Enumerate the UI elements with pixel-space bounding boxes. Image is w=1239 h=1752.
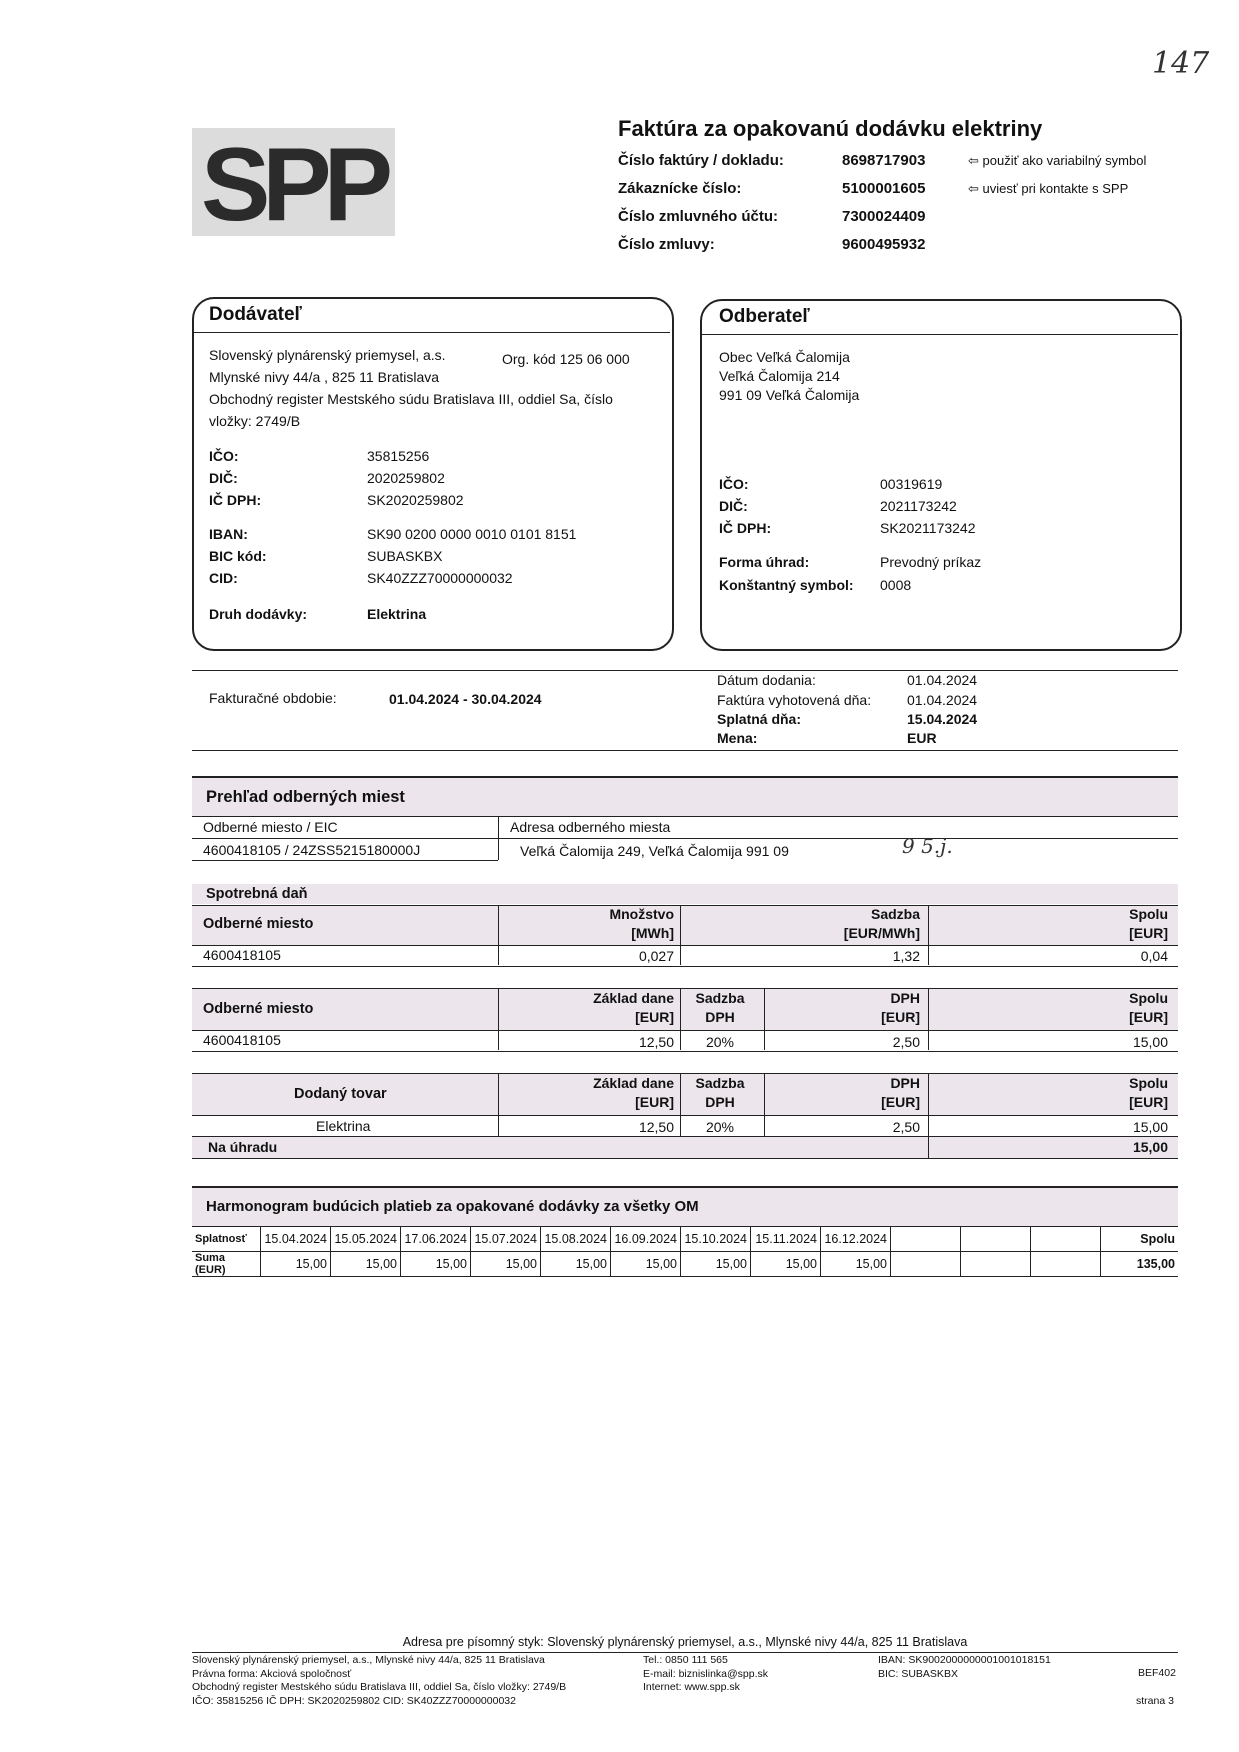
vat-col-base-1: Základ dane [593,990,674,1006]
payment-schedule-table [192,1226,1178,1277]
supplier-register-2: vložky: 2749/B [209,413,301,429]
due-label: Splatná dňa: [717,711,802,727]
schedule-amount: 15,00 [821,1252,891,1277]
goods-col-base-1: Základ dane [593,1075,674,1091]
schedule-amount: 15,00 [681,1252,751,1277]
goods-rate: 20% [705,1119,735,1135]
vat-vline-3 [764,988,765,1050]
footer-ids: IČO: 35815256 IČ DPH: SK2020259802 CID: SK40ZZZ70000000032 [192,1694,516,1707]
footer-page-number: strana 3 [1136,1695,1174,1707]
supplier-delivery: Elektrina [367,606,427,622]
excise-col-total-2: [EUR] [1129,925,1168,941]
excise-col-rate-1: Sadzba [870,906,920,922]
customer-title: Odberateľ [719,306,810,327]
customer-name: Obec Veľká Čalomija [719,349,850,365]
excise-point: 4600418105 [203,947,281,963]
period-value: 01.04.2024 - 30.04.2024 [389,691,542,707]
schedule-empty-cell [891,1227,961,1252]
supplier-ico-label: IČO: [209,448,239,464]
delivery-date-label: Dátum dodania: [717,672,816,688]
excise-line-3 [192,966,1178,967]
schedule-empty-cell [1031,1227,1101,1252]
schedule-amount: 15,00 [471,1252,541,1277]
footer-doc-code: BEF402 [1138,1667,1176,1679]
excise-vline-3 [928,905,929,965]
vat-total: 15,00 [1132,1034,1168,1050]
goods-vline-3 [764,1073,765,1136]
points-line-3 [192,860,498,861]
vat-col-rate-2: DPH [705,1009,735,1025]
customer-payment: Prevodný príkaz [880,554,982,570]
vat-point: 4600418105 [203,1032,281,1048]
due-total-vline [928,1136,929,1158]
schedule-amount: 15,00 [611,1252,681,1277]
footer-contact-block [643,1654,768,1695]
points-title: Prehľad odberných miest [206,788,405,806]
due-date: 15.04.2024 [907,711,978,727]
goods-item: Elektrina [316,1118,371,1134]
vat-vline-4 [928,988,929,1050]
currency: EUR [907,730,937,746]
excise-col-point: Odberné miesto [203,916,314,932]
spp-logo [192,128,395,236]
points-eic: 4600418105 / 24ZSS5215180000J [203,842,421,858]
footer-company-block [192,1654,566,1708]
schedule-date: 15.11.2024 [751,1227,821,1252]
customer-street: Veľká Čalomija 214 [719,368,840,384]
excise-title: Spotrebná daň [206,886,308,902]
contract-number-value: 9600495932 [842,236,926,253]
schedule-amounts-row [192,1252,1178,1277]
vat-amount: 2,50 [892,1034,920,1050]
handwritten-page-mark: 147 [1152,46,1210,81]
supplier-address: Mlynské nivy 44/a , 825 11 Bratislava [209,369,440,385]
schedule-date: 17.06.2024 [401,1227,471,1252]
points-col-address: Adresa odberného miesta [510,819,671,835]
schedule-empty-cell [961,1227,1031,1252]
schedule-date: 15.04.2024 [261,1227,331,1252]
excise-col-qty-1: Množstvo [609,906,674,922]
footer-line [192,1652,1178,1653]
period-label: Fakturačné obdobie: [209,690,337,706]
vat-rate: 20% [705,1034,735,1050]
excise-rate: 1,32 [892,948,920,964]
supplier-ico: 35815256 [367,448,430,464]
customer-dic-label: DIČ: [719,498,748,514]
excise-col-total-1: Spolu [1129,906,1168,922]
goods-total: 15,00 [1132,1119,1168,1135]
schedule-dates-row [192,1227,1178,1252]
goods-base: 12,50 [638,1119,674,1135]
schedule-date: 15.07.2024 [471,1227,541,1252]
goods-col-rate-1: Sadzba [695,1075,745,1091]
vat-line-3 [192,1051,1178,1052]
customer-payment-label: Forma úhrad: [719,554,810,570]
supplier-cid-label: CID: [209,570,238,586]
customer-number-value: 5100001605 [842,180,926,197]
schedule-row-label-amount: Suma (EUR) [192,1252,261,1277]
issued-label: Faktúra vyhotovená dňa: [717,692,872,708]
excise-col-rate-2: [EUR/MWh] [843,925,920,941]
schedule-total-value: 135,00 [1101,1252,1179,1277]
customer-ico: 00319619 [880,476,943,492]
goods-col-item: Dodaný tovar [294,1086,387,1102]
supplier-dic: 2020259802 [367,470,445,486]
schedule-empty-cell [1031,1252,1101,1277]
footer-web[interactable]: Internet: www.spp.sk [643,1681,740,1693]
footer-register: Obchodný register Mestského súdu Bratislava III, oddiel Sa, číslo vložky: 2749/B [192,1681,567,1693]
schedule-date: 16.09.2024 [611,1227,681,1252]
handwritten-ref-mark: 9 5.j. [902,834,953,858]
delivery-date: 01.04.2024 [907,672,978,688]
issued-date: 01.04.2024 [907,692,978,708]
supplier-org-code: Org. kód 125 06 000 [502,351,630,367]
vat-col-base-2: [EUR] [635,1009,674,1025]
goods-col-rate-2: DPH [705,1094,735,1110]
customer-city: 991 09 Veľká Čalomija [719,387,860,403]
goods-line-2 [192,1115,1178,1116]
invoice-title: Faktúra za opakovanú dodávku elektriny [618,116,1043,141]
footer-legal-form: Právna forma: Akciová spoločnosť [192,1667,352,1680]
supplier-cid: SK40ZZZ70000000032 [367,570,513,586]
schedule-date: 15.08.2024 [541,1227,611,1252]
footer-phone: Tel.: 0850 111 565 [643,1654,728,1666]
goods-col-vat-1: DPH [890,1075,920,1091]
vat-col-total-1: Spolu [1129,990,1168,1006]
schedule-amount: 15,00 [331,1252,401,1277]
customer-const-label: Konštantný symbol: [719,577,854,593]
schedule-total-label: Spolu [1101,1227,1179,1252]
currency-label: Mena: [717,730,758,746]
footer-correspondence-address: Adresa pre písomný styk: Slovenský plynárenský priemysel, a.s., Mlynské nivy 44/a, 825 11 Bratislava [402,1635,968,1649]
schedule-title: Harmonogram budúcich platieb za opakované dodávky za všetky OM [206,1198,699,1215]
schedule-date: 16.12.2024 [821,1227,891,1252]
schedule-empty-cell [891,1252,961,1277]
supplier-register-1: Obchodný register Mestského súdu Bratislava III, oddiel Sa, číslo [209,391,613,407]
excise-line-2 [192,945,1178,946]
goods-col-total-1: Spolu [1129,1075,1168,1091]
supplier-icdph-label: IČ DPH: [209,492,262,508]
customer-dic: 2021173242 [880,498,957,514]
schedule-row-label-due: Splatnosť [192,1227,261,1252]
supplier-icdph: SK2020259802 [367,492,464,508]
spp-logo-text: SPP [200,128,386,236]
customer-icdph-label: IČ DPH: [719,520,772,536]
excise-vline-2 [680,905,681,965]
period-bottom-line [192,750,1178,751]
goods-vline-2 [680,1073,681,1136]
footer-bank-block [878,1654,1051,1681]
footer-email[interactable]: E-mail: biznislinka@spp.sk [643,1667,769,1680]
goods-col-base-2: [EUR] [635,1094,674,1110]
footer-company-line: Slovenský plynárenský priemysel, a.s., Mlynské nivy 44/a, 825 11 Bratislava [192,1654,545,1666]
vat-col-rate-1: Sadzba [695,990,745,1006]
goods-col-total-2: [EUR] [1129,1094,1168,1110]
due-total-label: Na úhradu [208,1139,278,1155]
points-col-eic: Odberné miesto / EIC [203,819,338,835]
vat-col-vat-2: [EUR] [881,1009,920,1025]
excise-title-band [192,884,1178,904]
schedule-date: 15.05.2024 [331,1227,401,1252]
vat-col-point: Odberné miesto [203,1001,314,1017]
supplier-title: Dodávateľ [209,304,302,325]
supplier-dic-label: DIČ: [209,470,238,486]
points-col-divider [498,816,499,860]
vat-col-total-2: [EUR] [1129,1009,1168,1025]
supplier-iban-label: IBAN: [209,526,248,542]
customer-number-note: ⇦ uviesť pri kontakte s SPP [968,181,1129,196]
goods-vat: 2,50 [892,1119,920,1135]
points-line-2 [192,838,1178,839]
invoice-number-note: ⇦ použiť ako variabilný symbol [968,153,1147,168]
schedule-amount: 15,00 [261,1252,331,1277]
schedule-amount: 15,00 [541,1252,611,1277]
invoice-number-label: Číslo faktúry / dokladu: [618,152,784,169]
supplier-name: Slovenský plynárenský priemysel, a.s. [209,347,446,363]
goods-line-4 [192,1158,1178,1159]
footer-bic: BIC: SUBASKBX [878,1667,958,1680]
goods-vline-4 [928,1073,929,1136]
vat-vline-2 [680,988,681,1050]
vat-col-vat-1: DPH [890,990,920,1006]
supplier-divider [194,332,670,333]
points-line-1 [192,816,1178,817]
customer-icdph: SK2021173242 [880,520,976,536]
footer-iban: IBAN: SK9002000000001001018151 [878,1654,1051,1666]
schedule-date: 15.10.2024 [681,1227,751,1252]
due-total-value: 15,00 [1132,1139,1168,1155]
schedule-empty-cell [961,1252,1031,1277]
customer-divider [702,334,1178,335]
excise-qty: 0,027 [638,948,674,964]
customer-ico-label: IČO: [719,476,749,492]
contract-number-label: Číslo zmluvy: [618,236,715,253]
customer-const: 0008 [880,577,912,593]
supplier-bic-label: BIC kód: [209,548,267,564]
excise-total: 0,04 [1140,948,1168,964]
excise-col-qty-2: [MWh] [631,925,674,941]
schedule-amount: 15,00 [401,1252,471,1277]
spp-logo-mark [192,128,395,236]
contract-account-label: Číslo zmluvného účtu: [618,208,779,225]
supplier-bic: SUBASKBX [367,548,443,564]
invoice-number-value: 8698717903 [842,152,926,169]
vat-base: 12,50 [638,1034,674,1050]
customer-number-label: Zákaznícke číslo: [618,180,742,197]
goods-col-vat-2: [EUR] [881,1094,920,1110]
supplier-iban: SK90 0200 0000 0010 0101 8151 [367,526,577,542]
period-top-line [192,670,1178,671]
schedule-amount: 15,00 [751,1252,821,1277]
points-address: Veľká Čalomija 249, Veľká Čalomija 991 09 [520,843,789,859]
supplier-delivery-label: Druh dodávky: [209,606,308,622]
contract-account-value: 7300024409 [842,208,926,225]
vat-line-2 [192,1030,1178,1031]
